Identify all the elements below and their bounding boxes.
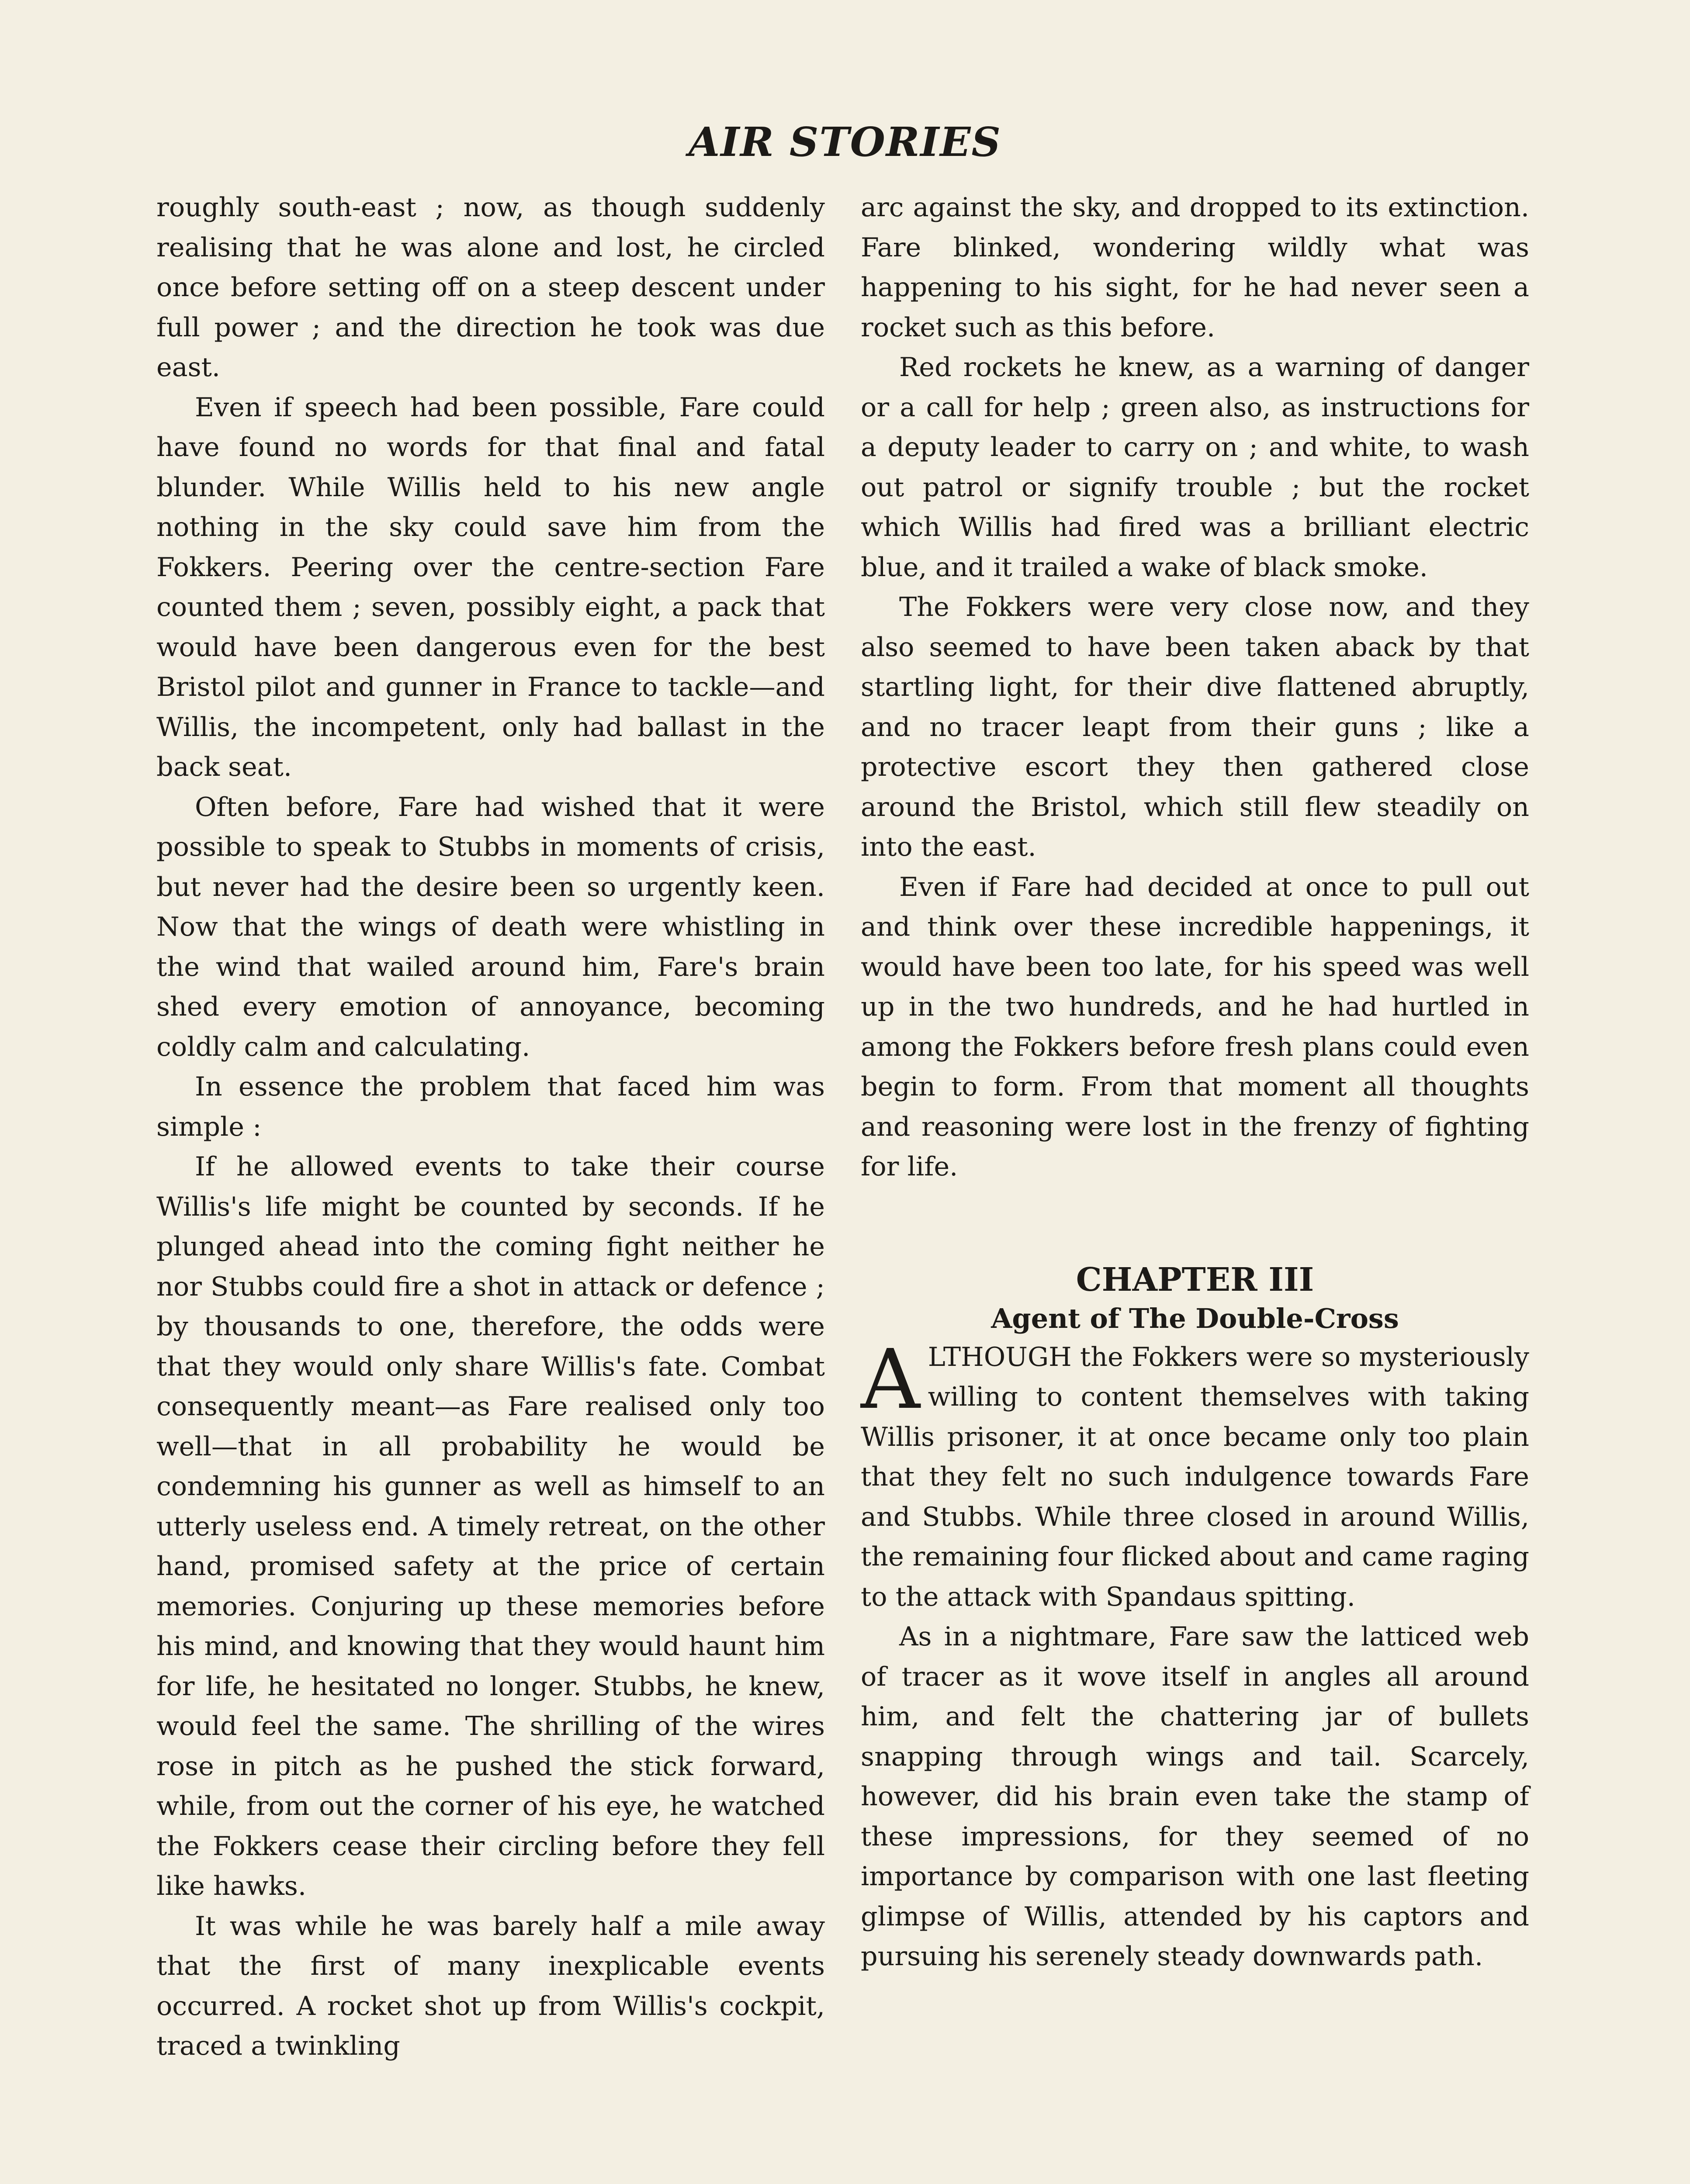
paragraph: In essence the problem that faced him was simple : — [156, 1071, 825, 1142]
drop-cap: A — [861, 1331, 920, 1427]
paragraph: roughly south-east ; now, as though suddenly realising that he was alone and lost, he circled once before setting off on a steep descent under full power ; and the direction he took was due east. — [156, 192, 825, 383]
chapter-opening-paragraph — [861, 1331, 1529, 1617]
chapter-title: Agent of The Double-Cross — [991, 1302, 1399, 1334]
paragraph: arc against the sky, and dropped to its extinction. Fare blinked, wondering wildly what was happening to his sight, for he had never seen a rocket such as this before. — [861, 192, 1529, 343]
paragraph: As in a nightmare, Fare saw the latticed web of tracer as it wove itself in angles all around him, and felt the chattering jar of bullets snapping through wings and tail. Scarcely, however, did his brain even take the stamp of these impressions, for they seemed of no importance by comparison with one last fleeting glimpse of Willis, attended by his captors and pursuing his serenely steady downwards path. — [861, 1621, 1529, 1972]
opening-paragraph-text: LTHOUGH the Fokkers were so mysteriously willing to content themselves with taking Willis prisoner, it at once became only too plain that they felt no such indulgence towards Fare and Stubbs. While three closed in around Willis, the remaining four flicked about and came raging to the attack with Spandaus spitting. — [861, 1341, 1529, 1612]
paragraph: It was while he was barely half a mile away that the first of many inexplicable events occurred. A rocket shot up from Willis's cockpit, traced a twinkling — [156, 1911, 825, 2061]
paragraph: Even if Fare had decided at once to pull out and think over these incredible happenings, it would have been too late, for his speed was well up in the two hundreds, and he had hurtled in among the Fokkers before fresh plans could even begin to form. From that moment all thoughts and reasoning were lost in the frenzy of fighting for life. — [861, 871, 1529, 1182]
chapter-heading: CHAPTER III — [1076, 1261, 1314, 1299]
paragraph: The Fokkers were very close now, and they also seemed to have been taken aback by that startling light, for their dive flattened abruptly, and no tracer leapt from their guns ; like a protective escort they then gathered close around the Bristol, which still flew steadily on into the east. — [861, 592, 1529, 862]
paragraph: Even if speech had been possible, Fare could have found no words for that final and fatal blunder. While Willis held to his new angle nothing in the sky could save him from the Fokkers. Peering over the centre-section Fare counted them ; seven, possibly eight, a pack that would have been dangerous even for the best Bristol pilot and gunner in France to tackle—and Willis, the incompetent, only had ballast in the back seat. — [156, 392, 825, 782]
left-column — [156, 188, 825, 2067]
right-column — [861, 188, 1529, 1977]
paragraph: Red rockets he knew, as a warning of danger or a call for help ; green also, as instructions for a deputy leader to carry on ; and white, to wash out patrol or signify trouble ; but the rocket which Willis had fired was a brilliant electric blue, and it trailed a wake of black smoke. — [861, 352, 1529, 583]
paragraph: If he allowed events to take their course Willis's life might be counted by seconds. If he plunged ahead into the coming fight neither he nor Stubbs could fire a shot in attack or defence ; by thousands to one, therefore, the odds were that they would only share Willis's fate. Combat consequently meant—as Fare realised only too well—that in all probability he would be condemning his gunner as well as himself to an utterly useless end. A timely retreat, on the other hand, promised safety at the price of certain memories. Conjuring up these memories before his mind, and knowing that they would haunt him for life, he hesitated no longer. Stubbs, he knew, would feel the same. The shrilling of the wires rose in pitch as he pushed the stick forward, while, from out the corner of his eye, he watched the Fokkers cease their circling before they fell like hawks. — [156, 1151, 825, 1901]
paragraph: Often before, Fare had wished that it were possible to speak to Stubbs in moments of crisis, but never had the desire been so urgently keen. Now that the wings of death were whistling in the wind that wailed around him, Fare's brain shed every emotion of annoyance, becoming coldly calm and calculating. — [156, 791, 825, 1062]
running-head: AIR STORIES — [689, 118, 1001, 166]
